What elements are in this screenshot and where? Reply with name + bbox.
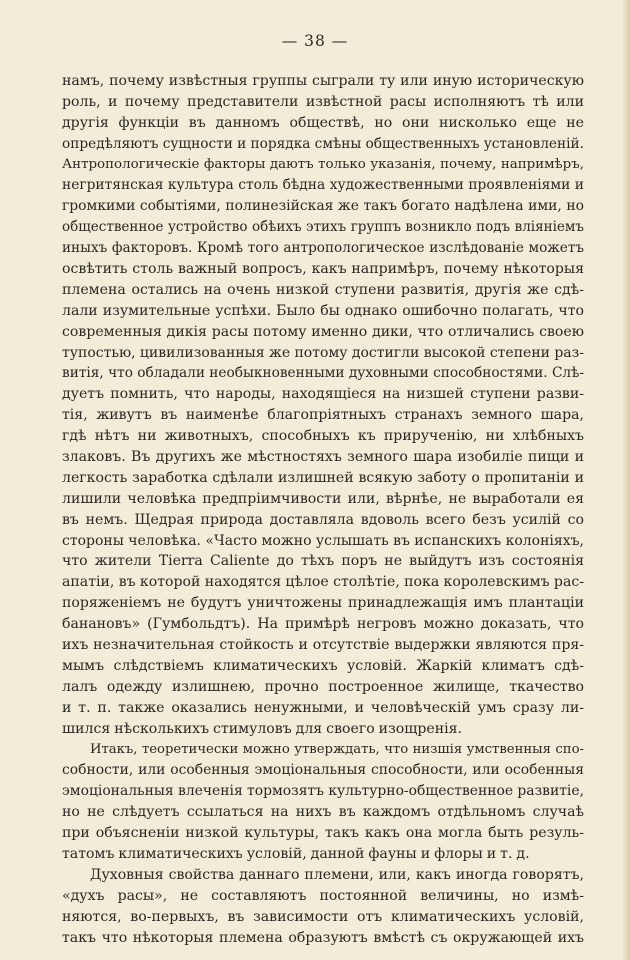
text-line: освѣтить столь важный вопросъ, какъ напримѣръ, почему нѣкоторыя xyxy=(62,261,584,278)
text-line: опредѣляютъ сущности и порядка смѣны общественныхъ установленій. xyxy=(62,135,584,152)
text-line: «духъ расы», не составляютъ постоянной величины, но измѣ- xyxy=(62,887,584,904)
text-line: шился нѣсколькихъ стимуловъ для своего изощренія. xyxy=(62,720,462,737)
body-text xyxy=(62,71,584,948)
text-line: другія функціи въ данномъ обществѣ, но они нисколько еще не xyxy=(62,114,584,131)
text-line: банановъ» (Гумбольдтъ). На примѣрѣ негровъ можно доказать, что xyxy=(62,616,584,633)
text-line: апатіи, въ которой находятся цѣлое столѣтіе, пока королевскимъ рас- xyxy=(62,574,584,591)
text-line: эмоціональныя влеченія тормозятъ культурно-общественное развитіе, xyxy=(62,783,584,800)
text-line: современныя дикія расы потому именно дики, что отличались своею xyxy=(62,323,584,340)
text-line: дуетъ помнить, что народы, находящіеся на низшей ступени разви- xyxy=(62,386,584,403)
text-line: въ немъ. Щедрая природа доставляла вдоволь всего безъ усилій со xyxy=(62,511,584,528)
text-line: намъ, почему извѣстныя группы сыграли ту или иную историческую xyxy=(62,73,584,89)
text-line: лалъ одежду излишнею, прочно построенное жилище, ткачество xyxy=(62,678,584,695)
text-line: тія, живутъ въ наименѣе благопріятныхъ странахъ земного шара, xyxy=(62,407,584,424)
text-line: и т. п. также оказались ненужными, и человѣческій умъ сразу ли- xyxy=(62,699,584,716)
text-line: легкость заработка сдѣлали излишней всякую заботу о пропитаніи и xyxy=(62,469,584,486)
text-line: при объясненіи низкой культуры, такъ какъ она могла быть резуль- xyxy=(62,825,584,842)
text-line: роль, и почему представители извѣстной расы исполняютъ тѣ или xyxy=(62,93,584,110)
text-line: злаковъ. Въ другихъ же мѣстностяхъ земного шара изобиліе пищи и xyxy=(62,449,584,466)
text-line: племена остались на очень низкой ступени развитія, другія же сдѣ- xyxy=(62,281,584,298)
text-line: такъ что нѣкоторыя племена образуютъ вмѣстѣ съ окружающей ихъ xyxy=(62,929,584,946)
text-line: Итакъ, теоретически можно утверждать, что низшія умственныя спо- xyxy=(90,741,584,757)
text-line: татомъ климатическихъ условій, данной фауны и флоры и т. д. xyxy=(62,845,530,862)
page-edge-shadow xyxy=(623,0,630,960)
text-line: негритянская культура столь бѣдна художественными проявленіями и xyxy=(62,177,584,194)
text-line: тупостью, цивилизованныя же потому достигли высокой степени раз- xyxy=(62,344,584,361)
page-number: — 38 — xyxy=(281,32,349,50)
text-line: лишили человѣка предпріимчивости или, вѣрнѣе, не выработали ея xyxy=(62,490,584,507)
text-line: мымъ слѣдствіемъ климатическихъ условій. Жаркій климатъ сдѣ- xyxy=(62,657,584,674)
text-line: ихъ незначительная стойкость и отсутствіе выдержки являются пря- xyxy=(62,637,584,654)
text-line: стороны человѣка. «Часто можно услышать въ испанскихъ колоніяхъ, xyxy=(62,532,584,549)
text-line: витія, что обладали необыкновенными духовными способностями. Слѣ- xyxy=(62,365,584,382)
text-line: Духовныя свойства даннаго племени, или, какъ иногда говорятъ, xyxy=(90,866,584,883)
text-line: гдѣ нѣтъ ни животныхъ, способныхъ къ прирученію, ни хлѣбныхъ xyxy=(62,428,584,445)
text-line: громкими событіями, полинезійская же такъ богато надѣлена ими, но xyxy=(62,198,584,215)
text-line: собности, или особенныя эмоціональныя способности, или особенныя xyxy=(62,762,584,779)
text-line: общественное устройство обѣихъ этихъ группъ возникло подъ вліяніемъ xyxy=(62,219,584,236)
text-line: что жители Tierra Caliente до тѣхъ поръ не выйдутъ изъ состоянія xyxy=(62,553,584,570)
text-line: няются, во-первыхъ, въ зависимости отъ климатическихъ условій, xyxy=(62,908,584,925)
text-line: лали изумительные успѣхи. Было бы однако ошибочно полагать, что xyxy=(62,302,584,319)
text-line: Антропологическіе факторы даютъ только указанія, почему, напримѣръ, xyxy=(62,156,584,172)
text-line: но не слѣдуетъ ссылаться на нихъ въ каждомъ отдѣльномъ случаѣ xyxy=(62,804,584,821)
text-line: поряженіемъ не будутъ уничтожены принадлежащія имъ плантаціи xyxy=(62,595,584,612)
text-line: иныхъ факторовъ. Кромѣ того антропологическое изслѣдованіе можетъ xyxy=(62,240,584,257)
